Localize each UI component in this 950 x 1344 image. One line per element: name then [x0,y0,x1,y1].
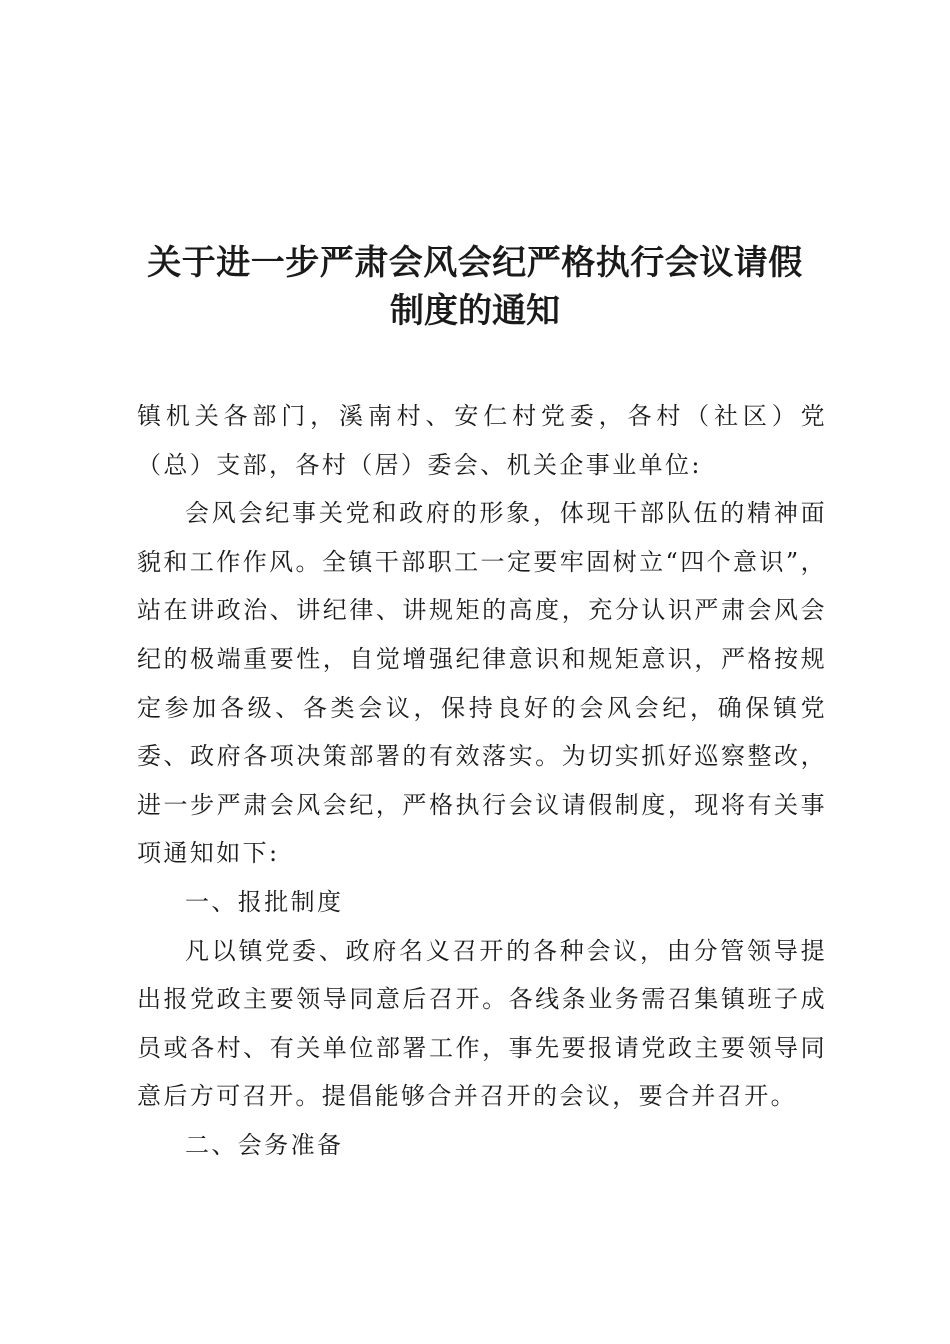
section-1-paragraph: 凡以镇党委、政府名义召开的各种会议，由分管领导提出报党政主要领导同意后召开。各线条业务需召集镇班子成员或各村、有关单位部署工作，事先要报请党政主要领导同意后方可召开。提倡能够合并召开的会议，要合并召开。 [137,936,827,1111]
section-heading-1: 一、报批制度 [185,887,344,916]
addressee: 镇机关各部门，溪南村、安仁村党委，各村（社区）党（总）支部，各村（居）委会、机关企事业单位: [137,402,827,479]
document-title-line-2: 制度的通知 [390,291,560,331]
document-body [137,392,827,1170]
intro-paragraph: 会风会纪事关党和政府的形象，体现干部队伍的精神面貌和工作作风。全镇干部职工一定要牢固树立“四个意识”，站在讲政治、讲纪律、讲规矩的高度，充分认识严肃会风会纪的极端重要性，自觉增强纪律意识和规矩意识，严格按规定参加各级、各类会议，保持良好的会风会纪，确保镇党委、政府各项决策部署的有效落实。为切实抓好巡察整改，进一步严肃会风会纪，严格执行会议请假制度，现将有关事项通知如下: [137,499,827,868]
document-title-line-1: 关于进一步严肃会风会纪严格执行会议请假 [147,243,803,283]
section-heading-2: 二、会务准备 [185,1130,344,1159]
